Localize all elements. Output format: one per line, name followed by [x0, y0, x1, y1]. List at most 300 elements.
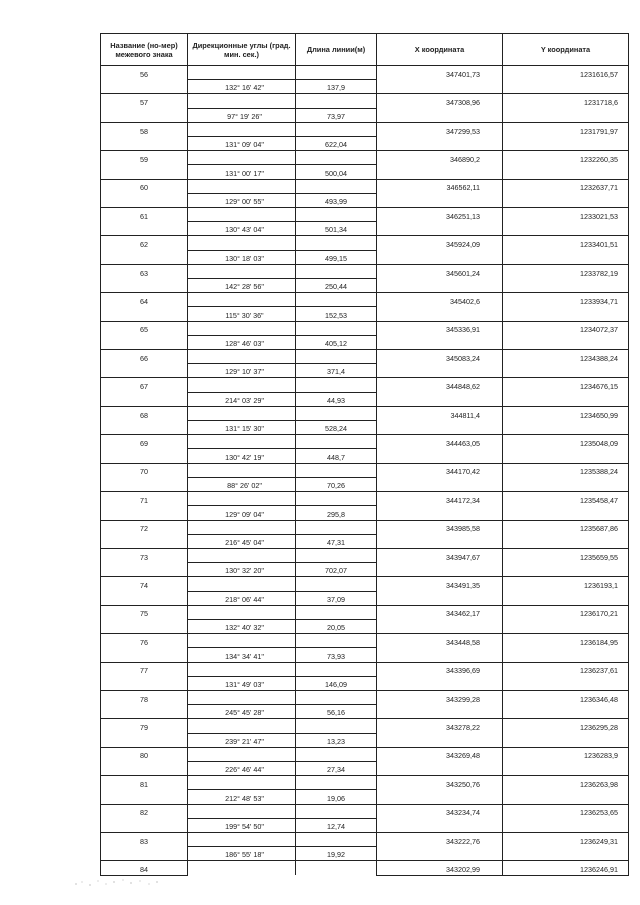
- point-name-cell: 57: [101, 94, 188, 108]
- point-name-cell: [101, 648, 188, 662]
- direction-angle-cell: 130° 43' 04": [188, 222, 296, 236]
- x-coordinate-cell: [377, 279, 503, 293]
- point-name-cell: 63: [101, 264, 188, 278]
- point-name-cell: [101, 392, 188, 406]
- point-name-cell: [101, 591, 188, 605]
- segment-row: [101, 847, 629, 861]
- x-coordinate-cell: [377, 250, 503, 264]
- direction-angle-cell: [188, 832, 296, 846]
- direction-angle-cell: 186° 55' 18": [188, 847, 296, 861]
- line-length-cell: 405,12: [296, 335, 377, 349]
- direction-angle-cell: [188, 463, 296, 477]
- y-coordinate-cell: [503, 534, 629, 548]
- line-length-cell: [296, 520, 377, 534]
- line-length-cell: 371,4: [296, 364, 377, 378]
- point-name-cell: [101, 506, 188, 520]
- direction-angle-cell: 129° 00' 55": [188, 193, 296, 207]
- point-row: [101, 208, 629, 222]
- point-name-cell: 68: [101, 406, 188, 420]
- x-coordinate-cell: [377, 193, 503, 207]
- point-name-cell: [101, 818, 188, 832]
- line-length-cell: [296, 747, 377, 761]
- x-coordinate-cell: [377, 421, 503, 435]
- line-length-cell: 493,99: [296, 193, 377, 207]
- line-length-cell: [296, 378, 377, 392]
- line-length-cell: 146,09: [296, 676, 377, 690]
- direction-angle-cell: 214° 03' 29": [188, 392, 296, 406]
- line-length-cell: 19,92: [296, 847, 377, 861]
- y-coordinate-cell: [503, 449, 629, 463]
- y-coordinate-cell: [503, 591, 629, 605]
- x-coordinate-cell: [377, 591, 503, 605]
- line-length-cell: 73,93: [296, 648, 377, 662]
- line-length-cell: [296, 264, 377, 278]
- point-row: [101, 804, 629, 818]
- direction-angle-cell: [188, 66, 296, 80]
- point-row: [101, 832, 629, 846]
- point-row: [101, 293, 629, 307]
- line-length-cell: [296, 151, 377, 165]
- direction-angle-cell: [188, 151, 296, 165]
- segment-row: [101, 761, 629, 775]
- direction-angle-cell: [188, 122, 296, 136]
- segment-row: [101, 80, 629, 94]
- direction-angle-cell: 130° 32' 20": [188, 563, 296, 577]
- point-row: [101, 634, 629, 648]
- point-name-cell: 61: [101, 208, 188, 222]
- segment-row: [101, 619, 629, 633]
- line-length-cell: 47,31: [296, 534, 377, 548]
- direction-angle-cell: [188, 236, 296, 250]
- x-coordinate-cell: [377, 761, 503, 775]
- y-coordinate-cell: 1234650,99: [503, 406, 629, 420]
- y-coordinate-cell: [503, 818, 629, 832]
- x-coordinate-cell: 343947,67: [377, 548, 503, 562]
- segment-row: [101, 421, 629, 435]
- x-coordinate-cell: 343462,17: [377, 605, 503, 619]
- point-name-cell: 80: [101, 747, 188, 761]
- segment-row: [101, 392, 629, 406]
- point-name-cell: 77: [101, 662, 188, 676]
- point-row: [101, 378, 629, 392]
- point-name-cell: [101, 364, 188, 378]
- x-coordinate-cell: [377, 790, 503, 804]
- segment-row: [101, 563, 629, 577]
- point-name-cell: [101, 761, 188, 775]
- y-coordinate-cell: 1236193,1: [503, 577, 629, 591]
- line-length-cell: [296, 804, 377, 818]
- x-coordinate-cell: 343448,58: [377, 634, 503, 648]
- y-coordinate-cell: [503, 790, 629, 804]
- line-length-cell: 528,24: [296, 421, 377, 435]
- segment-row: [101, 137, 629, 151]
- direction-angle-cell: 130° 42' 19": [188, 449, 296, 463]
- line-length-cell: 499,15: [296, 250, 377, 264]
- point-name-cell: 67: [101, 378, 188, 392]
- y-coordinate-cell: [503, 477, 629, 491]
- y-coordinate-cell: 1234072,37: [503, 321, 629, 335]
- x-coordinate-cell: 343234,74: [377, 804, 503, 818]
- x-coordinate-cell: [377, 335, 503, 349]
- y-coordinate-cell: [503, 761, 629, 775]
- y-coordinate-cell: [503, 108, 629, 122]
- point-row: [101, 690, 629, 704]
- segment-row: [101, 279, 629, 293]
- coordinates-table: [100, 33, 629, 876]
- x-coordinate-cell: 344170,42: [377, 463, 503, 477]
- line-length-cell: [296, 293, 377, 307]
- x-coordinate-cell: 343299,28: [377, 690, 503, 704]
- x-coordinate-cell: 344848,62: [377, 378, 503, 392]
- point-name-cell: 75: [101, 605, 188, 619]
- y-coordinate-cell: 1236184,95: [503, 634, 629, 648]
- table-header-row: [101, 34, 629, 66]
- direction-angle-cell: 88° 26' 02": [188, 477, 296, 491]
- point-row: [101, 719, 629, 733]
- y-coordinate-cell: 1234388,24: [503, 350, 629, 364]
- line-length-cell: [296, 321, 377, 335]
- y-coordinate-cell: 1236253,65: [503, 804, 629, 818]
- direction-angle-cell: [188, 321, 296, 335]
- y-coordinate-cell: [503, 165, 629, 179]
- direction-angle-cell: [188, 492, 296, 506]
- line-length-cell: [296, 208, 377, 222]
- segment-row: [101, 790, 629, 804]
- line-length-cell: 13,23: [296, 733, 377, 747]
- header-y-coordinate: Y координата: [503, 34, 629, 66]
- line-length-cell: [296, 690, 377, 704]
- segment-row: [101, 705, 629, 719]
- line-length-cell: [296, 605, 377, 619]
- segment-row: [101, 449, 629, 463]
- point-row: [101, 605, 629, 619]
- line-length-cell: 295,8: [296, 506, 377, 520]
- header-direction-angle: Дирекционные углы (град. мин. сек.): [188, 34, 296, 66]
- point-name-cell: 65: [101, 321, 188, 335]
- point-name-cell: [101, 563, 188, 577]
- y-coordinate-cell: [503, 80, 629, 94]
- segment-row: [101, 165, 629, 179]
- y-coordinate-cell: 1236283,9: [503, 747, 629, 761]
- y-coordinate-cell: 1236237,61: [503, 662, 629, 676]
- point-name-cell: [101, 307, 188, 321]
- point-name-cell: 78: [101, 690, 188, 704]
- direction-angle-cell: 245° 45' 28": [188, 705, 296, 719]
- y-coordinate-cell: [503, 705, 629, 719]
- direction-angle-cell: [188, 435, 296, 449]
- point-name-cell: [101, 449, 188, 463]
- segment-row: [101, 506, 629, 520]
- direction-angle-cell: 128° 46' 03": [188, 335, 296, 349]
- line-length-cell: 137,9: [296, 80, 377, 94]
- x-coordinate-cell: 345601,24: [377, 264, 503, 278]
- point-row: [101, 66, 629, 80]
- x-coordinate-cell: 343985,58: [377, 520, 503, 534]
- point-name-cell: [101, 534, 188, 548]
- point-name-cell: [101, 193, 188, 207]
- line-length-cell: 73,97: [296, 108, 377, 122]
- direction-angle-cell: [188, 520, 296, 534]
- direction-angle-cell: 131° 49' 03": [188, 676, 296, 690]
- line-length-cell: 27,34: [296, 761, 377, 775]
- direction-angle-cell: [188, 208, 296, 222]
- point-row: [101, 520, 629, 534]
- direction-angle-cell: [188, 804, 296, 818]
- point-row: [101, 435, 629, 449]
- direction-angle-cell: [188, 350, 296, 364]
- point-name-cell: [101, 137, 188, 151]
- y-coordinate-cell: [503, 279, 629, 293]
- x-coordinate-cell: 345083,24: [377, 350, 503, 364]
- line-length-cell: 500,04: [296, 165, 377, 179]
- segment-row: [101, 307, 629, 321]
- point-name-cell: 82: [101, 804, 188, 818]
- direction-angle-cell: 132° 40' 32": [188, 619, 296, 633]
- direction-angle-cell: 142° 28' 56": [188, 279, 296, 293]
- x-coordinate-cell: 344811,4: [377, 406, 503, 420]
- table-body: [101, 66, 629, 876]
- line-length-cell: 448,7: [296, 449, 377, 463]
- point-name-cell: [101, 477, 188, 491]
- direction-angle-cell: 130° 18' 03": [188, 250, 296, 264]
- point-name-cell: [101, 80, 188, 94]
- point-name-cell: 60: [101, 179, 188, 193]
- y-coordinate-cell: 1235659,55: [503, 548, 629, 562]
- point-name-cell: [101, 733, 188, 747]
- header-point-name: Название (но-мер) межевого знака: [101, 34, 188, 66]
- x-coordinate-cell: [377, 648, 503, 662]
- line-length-cell: 12,74: [296, 818, 377, 832]
- point-name-cell: 71: [101, 492, 188, 506]
- segment-row: [101, 591, 629, 605]
- line-length-cell: 702,07: [296, 563, 377, 577]
- x-coordinate-cell: 344172,34: [377, 492, 503, 506]
- x-coordinate-cell: 346251,13: [377, 208, 503, 222]
- x-coordinate-cell: [377, 506, 503, 520]
- y-coordinate-cell: [503, 676, 629, 690]
- direction-angle-cell: [188, 776, 296, 790]
- point-row: [101, 548, 629, 562]
- point-name-cell: [101, 279, 188, 293]
- direction-angle-cell: [188, 634, 296, 648]
- x-coordinate-cell: [377, 705, 503, 719]
- x-coordinate-cell: [377, 563, 503, 577]
- y-coordinate-cell: 1233401,51: [503, 236, 629, 250]
- scan-noise-mark: [68, 872, 168, 892]
- x-coordinate-cell: 345402,6: [377, 293, 503, 307]
- x-coordinate-cell: 347308,96: [377, 94, 503, 108]
- x-coordinate-cell: [377, 619, 503, 633]
- point-row: [101, 463, 629, 477]
- line-length-cell: [296, 861, 377, 875]
- direction-angle-cell: [188, 94, 296, 108]
- line-length-cell: [296, 179, 377, 193]
- point-name-cell: 84: [101, 861, 188, 875]
- x-coordinate-cell: 346562,11: [377, 179, 503, 193]
- line-length-cell: [296, 492, 377, 506]
- point-name-cell: 83: [101, 832, 188, 846]
- direction-angle-cell: 97° 19' 26": [188, 108, 296, 122]
- x-coordinate-cell: 347299,53: [377, 122, 503, 136]
- y-coordinate-cell: 1232637,71: [503, 179, 629, 193]
- direction-angle-cell: 134° 34' 41": [188, 648, 296, 662]
- line-length-cell: 56,16: [296, 705, 377, 719]
- x-coordinate-cell: [377, 449, 503, 463]
- segment-row: [101, 818, 629, 832]
- point-name-cell: [101, 250, 188, 264]
- direction-angle-cell: 218° 06' 44": [188, 591, 296, 605]
- point-name-cell: [101, 108, 188, 122]
- x-coordinate-cell: [377, 847, 503, 861]
- direction-angle-cell: 212° 48' 53": [188, 790, 296, 804]
- x-coordinate-cell: 343202,99: [377, 861, 503, 875]
- point-name-cell: 70: [101, 463, 188, 477]
- line-length-cell: [296, 122, 377, 136]
- y-coordinate-cell: [503, 364, 629, 378]
- point-name-cell: [101, 619, 188, 633]
- x-coordinate-cell: [377, 534, 503, 548]
- direction-angle-cell: 131° 09' 04": [188, 137, 296, 151]
- x-coordinate-cell: [377, 108, 503, 122]
- point-name-cell: [101, 165, 188, 179]
- x-coordinate-cell: 344463,05: [377, 435, 503, 449]
- point-name-cell: 66: [101, 350, 188, 364]
- y-coordinate-cell: 1236346,48: [503, 690, 629, 704]
- y-coordinate-cell: 1236295,28: [503, 719, 629, 733]
- point-row: [101, 492, 629, 506]
- y-coordinate-cell: 1232260,35: [503, 151, 629, 165]
- x-coordinate-cell: [377, 222, 503, 236]
- x-coordinate-cell: [377, 80, 503, 94]
- y-coordinate-cell: [503, 648, 629, 662]
- y-coordinate-cell: 1233934,71: [503, 293, 629, 307]
- y-coordinate-cell: [503, 307, 629, 321]
- point-row: [101, 406, 629, 420]
- segment-row: [101, 676, 629, 690]
- point-name-cell: 64: [101, 293, 188, 307]
- x-coordinate-cell: [377, 165, 503, 179]
- y-coordinate-cell: [503, 222, 629, 236]
- y-coordinate-cell: 1233782,19: [503, 264, 629, 278]
- line-length-cell: 37,09: [296, 591, 377, 605]
- point-row: [101, 321, 629, 335]
- y-coordinate-cell: [503, 421, 629, 435]
- direction-angle-cell: 115° 30' 36": [188, 307, 296, 321]
- direction-angle-cell: [188, 179, 296, 193]
- point-row: [101, 747, 629, 761]
- line-length-cell: [296, 662, 377, 676]
- point-name-cell: [101, 421, 188, 435]
- x-coordinate-cell: [377, 137, 503, 151]
- point-row: [101, 577, 629, 591]
- direction-angle-cell: [188, 293, 296, 307]
- y-coordinate-cell: [503, 193, 629, 207]
- y-coordinate-cell: 1236246,91: [503, 861, 629, 875]
- direction-angle-cell: [188, 719, 296, 733]
- point-row: [101, 94, 629, 108]
- direction-angle-cell: [188, 662, 296, 676]
- y-coordinate-cell: [503, 847, 629, 861]
- header-line-length: Длина линии(м): [296, 34, 377, 66]
- point-row: [101, 776, 629, 790]
- y-coordinate-cell: [503, 137, 629, 151]
- segment-row: [101, 648, 629, 662]
- direction-angle-cell: [188, 378, 296, 392]
- direction-angle-cell: 216° 45' 04": [188, 534, 296, 548]
- header-x-coordinate: X координата: [377, 34, 503, 66]
- line-length-cell: [296, 406, 377, 420]
- point-name-cell: 72: [101, 520, 188, 534]
- x-coordinate-cell: [377, 364, 503, 378]
- x-coordinate-cell: 343269,48: [377, 747, 503, 761]
- x-coordinate-cell: 343278,22: [377, 719, 503, 733]
- direction-angle-cell: 129° 09' 04": [188, 506, 296, 520]
- line-length-cell: [296, 577, 377, 591]
- y-coordinate-cell: [503, 733, 629, 747]
- line-length-cell: [296, 236, 377, 250]
- y-coordinate-cell: 1233021,53: [503, 208, 629, 222]
- direction-angle-cell: [188, 690, 296, 704]
- direction-angle-cell: 226° 46' 44": [188, 761, 296, 775]
- x-coordinate-cell: [377, 477, 503, 491]
- segment-row: [101, 108, 629, 122]
- x-coordinate-cell: 345924,09: [377, 236, 503, 250]
- point-row: [101, 662, 629, 676]
- segment-row: [101, 193, 629, 207]
- direction-angle-cell: [188, 747, 296, 761]
- y-coordinate-cell: 1231718,6: [503, 94, 629, 108]
- point-name-cell: [101, 222, 188, 236]
- line-length-cell: [296, 463, 377, 477]
- point-row: [101, 151, 629, 165]
- direction-angle-cell: 132° 16' 42": [188, 80, 296, 94]
- y-coordinate-cell: 1236249,31: [503, 832, 629, 846]
- x-coordinate-cell: 343222,76: [377, 832, 503, 846]
- line-length-cell: 250,44: [296, 279, 377, 293]
- segment-row: [101, 733, 629, 747]
- line-length-cell: [296, 435, 377, 449]
- direction-angle-cell: [188, 548, 296, 562]
- line-length-cell: [296, 832, 377, 846]
- line-length-cell: 70,26: [296, 477, 377, 491]
- point-name-cell: [101, 676, 188, 690]
- line-length-cell: 19,06: [296, 790, 377, 804]
- y-coordinate-cell: 1236170,21: [503, 605, 629, 619]
- y-coordinate-cell: 1235388,24: [503, 463, 629, 477]
- line-length-cell: 20,05: [296, 619, 377, 633]
- point-name-cell: 56: [101, 66, 188, 80]
- y-coordinate-cell: 1231616,57: [503, 66, 629, 80]
- line-length-cell: [296, 548, 377, 562]
- x-coordinate-cell: [377, 733, 503, 747]
- y-coordinate-cell: [503, 506, 629, 520]
- direction-angle-cell: [188, 577, 296, 591]
- point-name-cell: [101, 790, 188, 804]
- segment-row: [101, 250, 629, 264]
- point-row: [101, 236, 629, 250]
- point-name-cell: 74: [101, 577, 188, 591]
- x-coordinate-cell: [377, 818, 503, 832]
- y-coordinate-cell: [503, 619, 629, 633]
- y-coordinate-cell: [503, 563, 629, 577]
- segment-row: [101, 222, 629, 236]
- y-coordinate-cell: [503, 335, 629, 349]
- line-length-cell: [296, 350, 377, 364]
- x-coordinate-cell: 343250,76: [377, 776, 503, 790]
- direction-angle-cell: 131° 00' 17": [188, 165, 296, 179]
- y-coordinate-cell: 1236263,98: [503, 776, 629, 790]
- point-row: [101, 264, 629, 278]
